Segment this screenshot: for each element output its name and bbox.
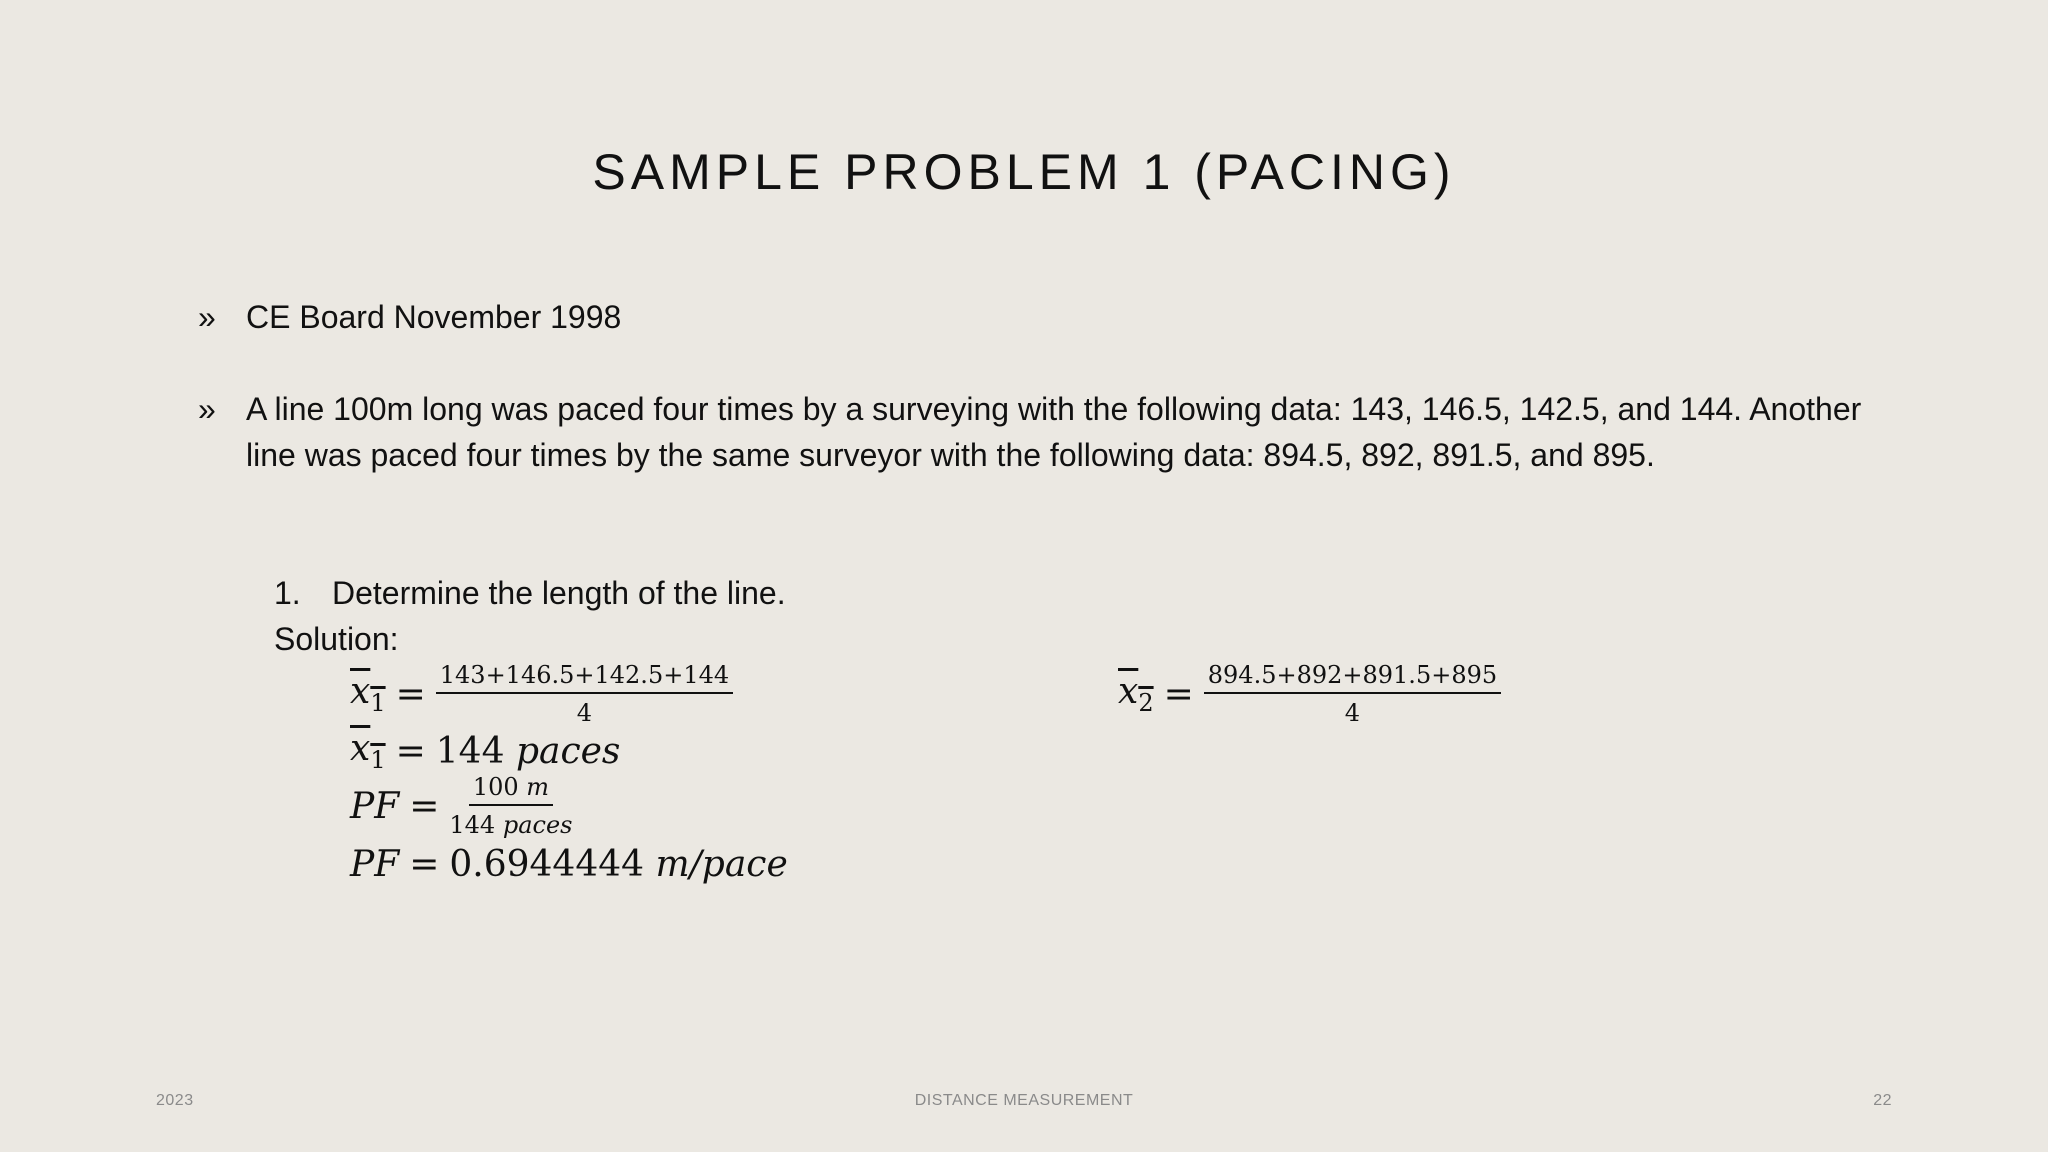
x2-numerator: 894.5+892+891.5+895 (1204, 660, 1501, 694)
x2-denominator: 4 (1344, 699, 1361, 727)
footer-title: DISTANCE MEASUREMENT (914, 1092, 1134, 1109)
solution-label: Solution: (274, 621, 399, 657)
equation-pace-factor-value (350, 844, 788, 885)
pf-value-number: 0.6944444 (449, 844, 645, 885)
x1-denominator: 4 (576, 699, 593, 727)
equation-x1-mean (350, 660, 733, 728)
equation-pace-factor (350, 772, 572, 840)
equation-x1-value (350, 728, 620, 774)
question-number: 1. (274, 575, 301, 611)
x2-fraction (1204, 660, 1501, 728)
equals-sign: = (395, 673, 426, 715)
bullet-marker: » (198, 391, 216, 427)
x1-value-unit: paces (515, 730, 621, 772)
pf-symbol: PF (350, 844, 400, 885)
footer-year: 2023 (156, 1092, 194, 1109)
pf-symbol: PF (350, 785, 400, 827)
pf-numerator: 100 m (469, 772, 553, 806)
x2-symbol: $x_2$ (1118, 671, 1154, 717)
bullet-marker: » (198, 299, 216, 335)
x1-symbol: $x_1$ (350, 728, 386, 774)
equals-sign: = (409, 844, 440, 885)
question-text: Determine the length of the line. (332, 575, 786, 611)
x1-numerator: 143+146.5+142.5+144 (436, 660, 733, 694)
pf-denominator: 144 paces (449, 811, 573, 839)
equals-sign: = (409, 785, 440, 827)
bullet-text: CE Board November 1998 (246, 299, 622, 335)
pf-fraction (449, 772, 572, 840)
x1-fraction (436, 660, 733, 728)
footer-page-number: 22 (1873, 1092, 1892, 1109)
equals-sign: = (1163, 673, 1194, 715)
slide-title: SAMPLE PROBLEM 1 (PACING) (592, 144, 1456, 200)
x1-value-number: 144 (435, 730, 505, 772)
x1-symbol: $x_1$ (350, 671, 386, 717)
bullet-text: A line 100m long was paced four times by a surveying with the following data: 143, 146.5, 142.5, and 144. Another line was paced four times by the same surveyor with the following data: 894.5, 892, 891.5, and 895. (246, 391, 1862, 473)
equals-sign: = (395, 730, 426, 772)
equation-x2-mean (1118, 660, 1501, 728)
question-item (274, 570, 786, 616)
pf-value-unit: m/pace (655, 844, 788, 885)
